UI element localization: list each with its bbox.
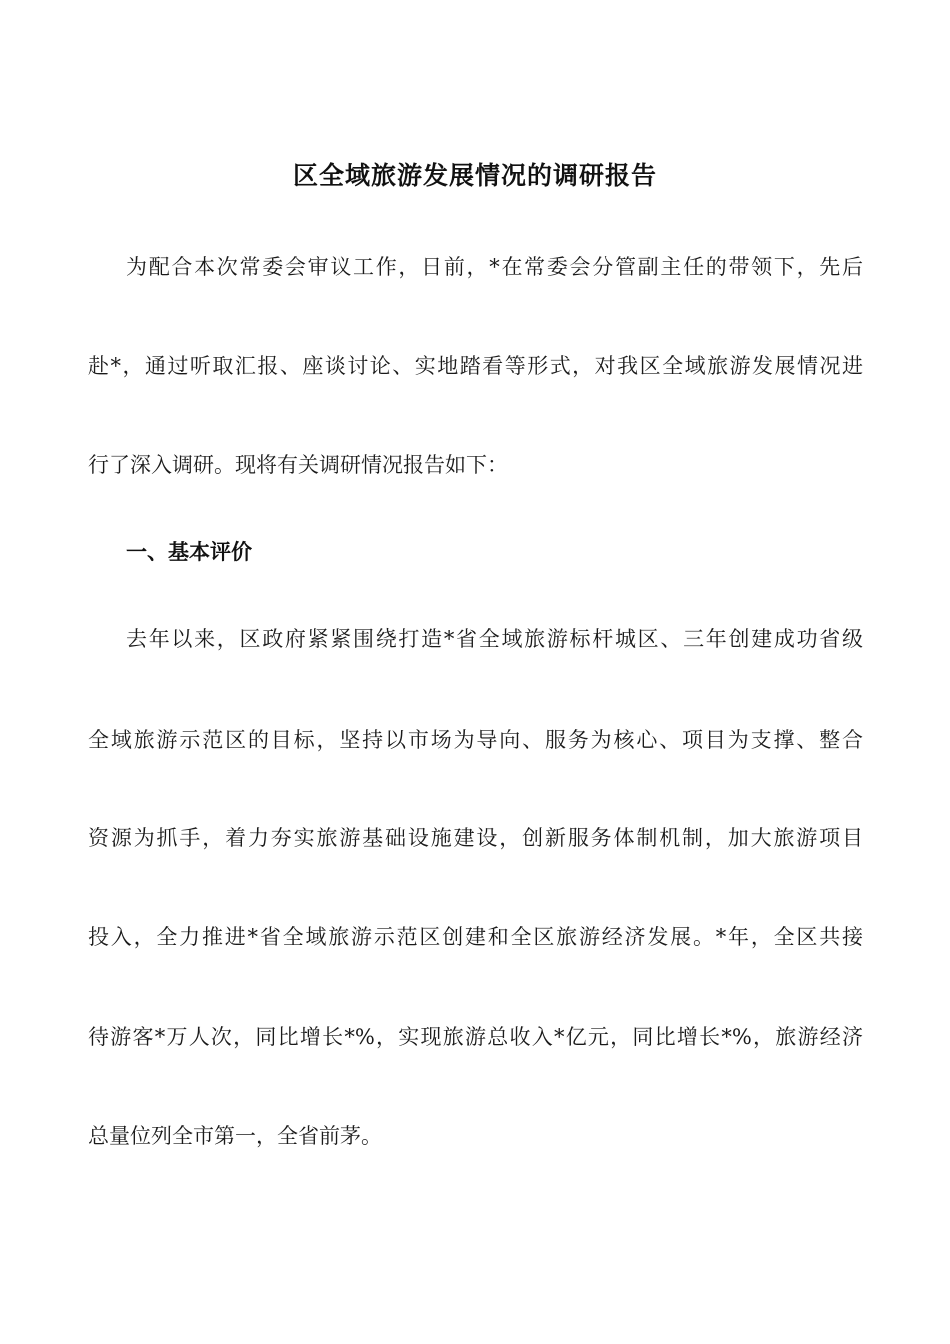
section-heading: 一、基本评价 xyxy=(126,540,252,564)
document-title: 区全域旅游发展情况的调研报告 xyxy=(292,161,657,190)
section-1-line-2: 全域旅游示范区的目标，坚持以市场为导向、服务为核心、项目为支撑、整合 xyxy=(88,728,863,752)
section-1-line-3: 资源为抓手，着力夯实旅游基础设施建设，创新服务体制机制，加大旅游项目 xyxy=(88,826,863,850)
section-1-line-1: 去年以来，区政府紧紧围绕打造*省全域旅游标杆城区、三年创建成功省级 xyxy=(126,627,863,651)
intro-line-2: 赴*，通过听取汇报、座谈讨论、实地踏看等形式，对我区全域旅游发展情况进 xyxy=(88,354,863,378)
section-1-line-6: 总量位列全市第一，全省前茅。 xyxy=(88,1124,382,1148)
intro-line-1: 为配合本次常委会审议工作，日前，*在常委会分管副主任的带领下，先后 xyxy=(126,255,863,279)
section-1-line-4: 投入，全力推进*省全域旅游示范区创建和全区旅游经济发展。*年，全区共接 xyxy=(88,925,863,949)
section-1-line-5: 待游客*万人次，同比增长*%，实现旅游总收入*亿元，同比增长*%，旅游经济 xyxy=(88,1025,863,1049)
intro-line-3: 行了深入调研。现将有关调研情况报告如下： xyxy=(88,453,508,477)
